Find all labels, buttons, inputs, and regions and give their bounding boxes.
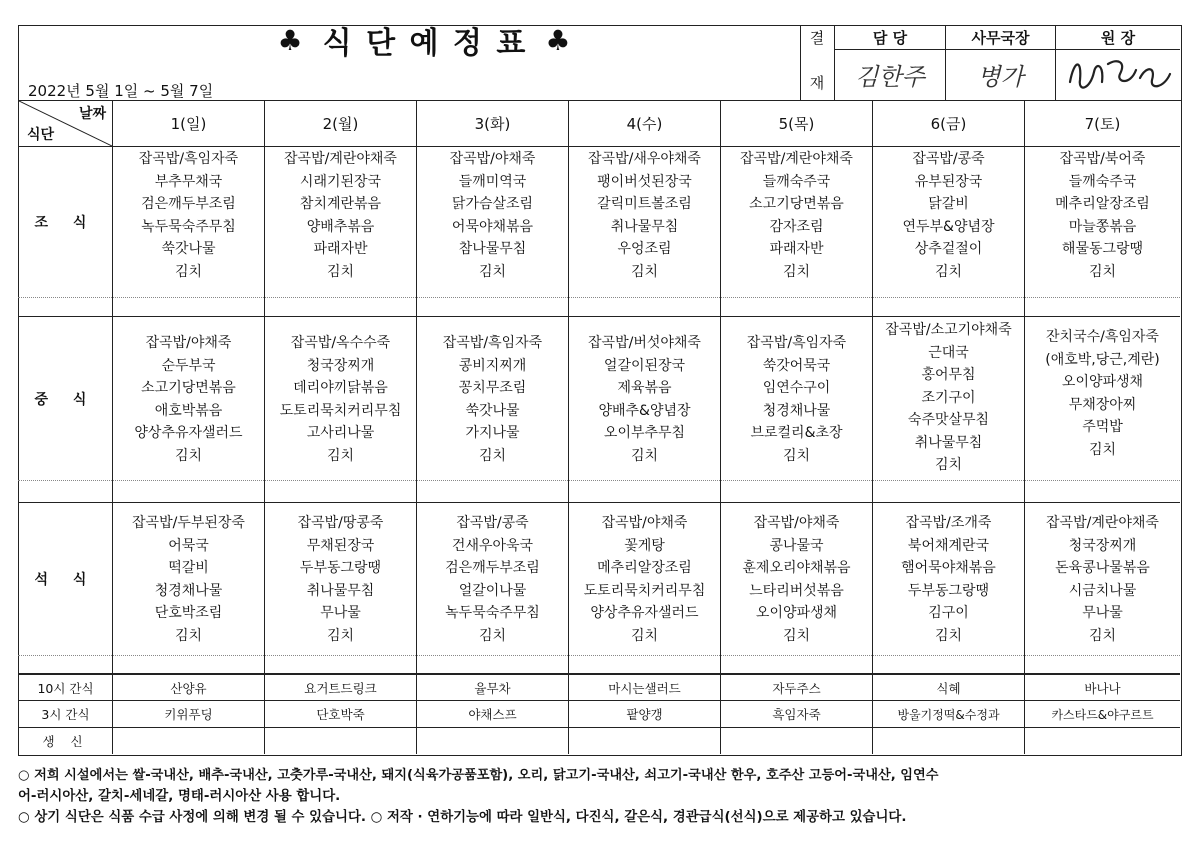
menu-cell: 잡곡밥/버섯야채죽 얼갈이된장국 제육볶음 양배추&양념장 오이부추무침 김치 [588,335,701,464]
day-header-4: 4(수) [626,115,663,133]
club-icon: ♣ [277,23,305,57]
snack-cell: 산양유 [170,680,207,696]
snack-cell: 마시는샐러드 [608,680,681,696]
day-header-5: 5(목) [778,115,815,133]
menu-cell: 잡곡밥/흑임자죽 쑥갓어묵국 임연수구이 청경채나물 브로컬리&초장 김치 [746,335,847,464]
signature-director [1060,52,1176,96]
day-header-1: 1(일) [170,115,207,133]
day-header-2: 2(월) [322,115,359,133]
snack-cell: 단호박죽 [316,707,365,722]
snack-cell: 요거트드링크 [304,680,377,696]
snack-cell: 팥양갱 [626,707,663,722]
menu-cell: 잡곡밥/새우야채죽 팽이버섯된장국 갈릭미트볼조림 취나물무침 우엉조림 김치 [588,151,701,280]
snack-label-3pm: 3시 간식 [41,707,90,722]
row-label-dinner: 석 식 [34,572,97,588]
snack-cell: 방울기정떡&수정과 [897,707,1000,722]
signature-secretary-general: 병가 [977,62,1024,91]
footer-note-line-1: ○ 저희 시설에서는 쌀-국내산, 배추-국내산, 고춧가루-국내산, 돼지(식육가공품포함), 오리, 닭고기-국내산, 쇠고기-국내산 한우, 호주산 고등어-국내산, 임연수 [18,768,939,783]
approval-side-label-bottom: 재 [809,73,825,92]
menu-cell: 잡곡밥/북어죽 들깨숙주국 메추리알장조림 마늘쫑볶음 해물동그랑땡 김치 [1055,151,1150,280]
menu-cell: 잡곡밥/조개죽 북어채계란국 햄어묵야채볶음 두부동그랑땡 김구이 김치 [901,515,996,644]
menu-cell: 잡곡밥/콩죽 유부된장국 닭갈비 연두부&양념장 상추겉절이 김치 [902,151,995,280]
menu-cell: 잡곡밥/땅콩죽 무채된장국 두부동그랑땡 취나물무침 무나물 김치 [297,515,384,644]
snack-cell: 키위푸딩 [164,707,213,722]
role-director: 원 장 [1100,28,1136,47]
corner-cell [19,101,112,146]
snack-cell: 야채스프 [468,707,517,722]
menu-cell: 잡곡밥/야채죽 꽃게탕 메추리알장조림 도토리묵치커리무침 양상추유자샐러드 김치 [583,515,706,644]
birthday-label: 생 신 [42,734,89,749]
menu-cell: 잡곡밥/소고기야채죽 근대국 홍어무침 조기구이 숙주맛살무침 취나물무침 김치 [885,322,1012,473]
snack-label-10am: 10시 간식 [37,680,94,696]
page-title: ♣ 식 단 예 정 표 ♣ [277,23,573,61]
role-staff: 담 당 [872,28,908,47]
menu-cell: 잡곡밥/옥수수죽 청국장찌개 데리야끼닭볶음 도토리묵치커리무침 고사리나물 김치 [279,335,402,464]
day-header-6: 6(금) [930,115,967,133]
day-header-3: 3(화) [474,115,511,133]
menu-cell: 잡곡밥/콩죽 건새우아욱국 검은깨두부조림 얼갈이나물 녹두묵숙주무침 김치 [445,515,540,644]
date-range: 2022년 5월 1일 ~ 5월 7일 [28,82,214,100]
menu-cell: 잡곡밥/야채죽 순두부국 소고기당면볶음 애호박볶음 양상추유자샐러드 김치 [134,335,243,464]
snack-cell: 흑임자죽 [772,707,821,722]
menu-cell: 잡곡밥/계란야채죽 들깨숙주국 소고기당면볶음 감자조림 파래자반 김치 [740,151,853,280]
footer-note-line-3: ○ 상기 식단은 식품 수급 사정에 의해 변경 될 수 있습니다. ○ 저작 · 연하기능에 따라 일반식, 다진식, 갈은식, 경관급식(선식)으로 제공하고 있습니다. [18,810,907,825]
day-header-7: 7(토) [1084,115,1121,133]
snack-cell: 자두주스 [772,680,821,696]
menu-cell: 잡곡밥/두부된장죽 어묵국 떡갈비 청경채나물 단호박조림 김치 [132,515,245,644]
approval-side-label-top: 결 [809,28,825,47]
menu-cell: 잡곡밥/흑임자죽 콩비지찌개 꽁치무조림 쑥갓나물 가지나물 김치 [442,335,543,464]
snack-cell: 율무차 [474,680,511,696]
menu-cell: 잔치국수/흑임자죽 (애호박,당근,계란) 오이양파생채 무채장아찌 주먹밥 김치 [1045,329,1160,458]
menu-cell: 잡곡밥/계란야채죽 시래기된장국 참치계란볶음 양배추볶음 파래자반 김치 [284,151,397,280]
menu-cell: 잡곡밥/흑임자죽 부추무채국 검은깨두부조림 녹두묵숙주무침 쑥갓나물 김치 [138,151,239,280]
corner-date-label: 날짜 [78,106,106,122]
menu-cell: 잡곡밥/야채죽 들깨미역국 닭가슴살조림 어묵야채볶음 참나물무침 김치 [449,151,536,280]
snack-cell: 식혜 [936,680,961,696]
footer-note-line-2: 어-러시아산, 갈치-세네갈, 명태-러시아산 사용 합니다. [18,789,341,804]
row-label-breakfast: 조 식 [34,215,97,231]
snack-cell: 카스타드&야구르트 [1051,707,1154,722]
role-secretary-general: 사무국장 [971,28,1030,47]
row-label-lunch: 중 식 [34,391,97,408]
corner-meal-label: 식단 [27,127,55,143]
snack-cell: 바나나 [1084,680,1121,696]
menu-cell: 잡곡밥/계란야채죽 청국장찌개 돈육콩나물볶음 시금치나물 무나물 김치 [1046,515,1159,644]
signature-staff: 김한주 [855,62,925,91]
club-icon: ♣ [545,23,573,57]
menu-cell: 잡곡밥/야채죽 콩나물국 훈제오리야채볶음 느타리버섯볶음 오이양파생채 김치 [742,515,851,644]
